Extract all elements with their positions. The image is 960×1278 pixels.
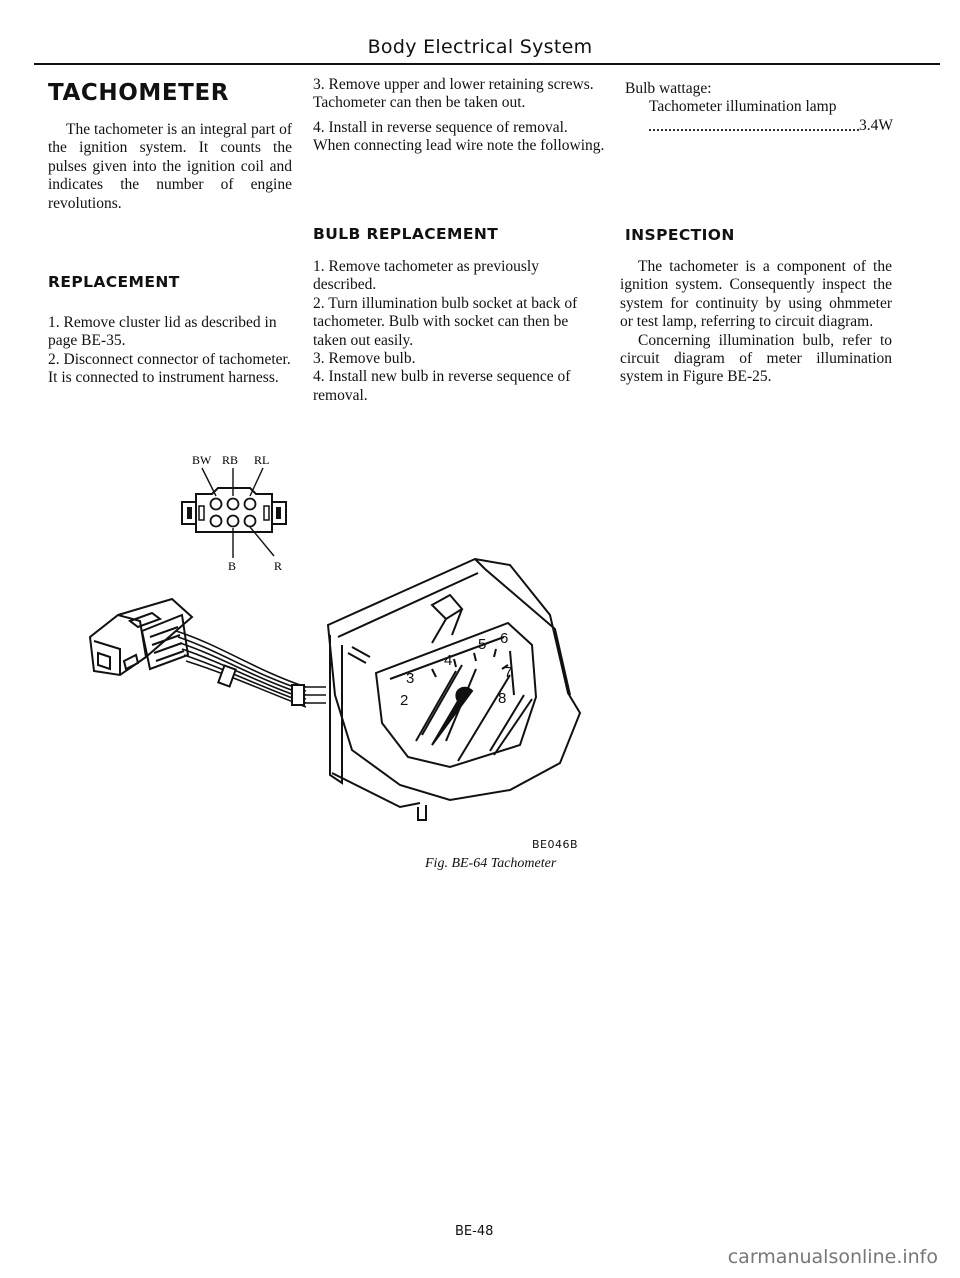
tachometer-intro: The tachometer is an integral part of the ignition system. It counts the pulses given into the ignition coil and indicates the number of engine revolutions. xyxy=(48,121,292,212)
header-rule xyxy=(34,63,940,65)
bulb-replacement-steps xyxy=(313,258,605,405)
harness-wires xyxy=(176,631,326,707)
tachometer-heading: TACHOMETER xyxy=(48,80,230,106)
tachometer-illustration xyxy=(80,545,600,830)
bulb-step: 1. Remove tachometer as previously described. xyxy=(313,258,539,294)
replacement-heading: REPLACEMENT xyxy=(48,273,180,291)
dial-number: 4 xyxy=(444,652,453,669)
bulb-wattage-item: Tachometer illumination lamp xyxy=(649,98,837,116)
figure-caption: Fig. BE-64 Tachometer xyxy=(425,856,557,871)
bulb-step: 2. Turn illumination bulb socket at back of tachometer. Bulb with socket can then be taken out easily. xyxy=(313,294,578,349)
pin-label-bw: BW xyxy=(192,453,212,467)
pin-label-rb: RB xyxy=(222,453,239,467)
pin-label-rl: RL xyxy=(254,453,270,467)
replacement-step: 3. Remove upper and lower retaining screws. Tachometer can then be taken out. xyxy=(313,76,594,112)
bulb-step: 3. Remove bulb. xyxy=(313,350,416,368)
pin-label-b: B xyxy=(228,559,237,573)
page-header-title: Body Electrical System xyxy=(367,36,593,58)
bulb-replacement-heading: BULB REPLACEMENT xyxy=(313,225,499,243)
inspection-heading: INSPECTION xyxy=(625,226,735,244)
replacement-steps-col1 xyxy=(48,314,292,388)
replacement-section xyxy=(48,273,292,291)
watermark: carmanualsonline.info xyxy=(727,1246,938,1268)
dial-number: 6 xyxy=(500,630,509,647)
bulb-wattage-leader xyxy=(649,117,893,137)
inspection-paragraph: The tachometer is a component of the ignition system. Consequently inspect the system for continuity by using ohmmeter or test lamp, referring to circuit diagram. xyxy=(620,258,892,331)
bulb-wattage-block xyxy=(625,80,897,137)
bulb-step: 4. Install new bulb in reverse sequence of removal. xyxy=(313,368,571,404)
page-number: BE-48 xyxy=(455,1224,494,1239)
bulb-replacement-section xyxy=(313,225,605,243)
replacement-steps-col2 xyxy=(313,76,605,156)
replacement-step: 4. Install in reverse sequence of removal. When connecting lead wire note the following. xyxy=(313,118,605,155)
figure-code: BE046B xyxy=(532,838,579,851)
tachometer-housing xyxy=(328,559,580,820)
tachometer-intro-block xyxy=(48,121,292,213)
connector-pins xyxy=(211,499,256,527)
dial-number: 2 xyxy=(400,692,409,709)
leader-dots xyxy=(649,129,859,131)
inspection-body xyxy=(620,258,892,387)
dial-number: 3 xyxy=(406,670,415,687)
pin-label-r: R xyxy=(274,559,283,573)
harness-connector-plug xyxy=(90,599,192,675)
bulb-wattage-label: Bulb wattage: xyxy=(625,80,712,97)
replacement-step: 2. Disconnect connector of tachometer. It is connected to instrument harness. xyxy=(48,350,291,387)
tachometer-section xyxy=(48,80,292,106)
dial-number: 7 xyxy=(504,664,513,681)
dial-number: 5 xyxy=(478,636,487,653)
replacement-step: 1. Remove cluster lid as described in page BE-35. xyxy=(48,314,277,350)
inspection-section xyxy=(625,226,897,244)
bulb-wattage-value: 3.4W xyxy=(858,116,893,134)
dial-number: 8 xyxy=(498,690,507,707)
inspection-paragraph: Concerning illumination bulb, refer to circuit diagram of meter illumination system in Figure BE-25. xyxy=(620,331,892,386)
